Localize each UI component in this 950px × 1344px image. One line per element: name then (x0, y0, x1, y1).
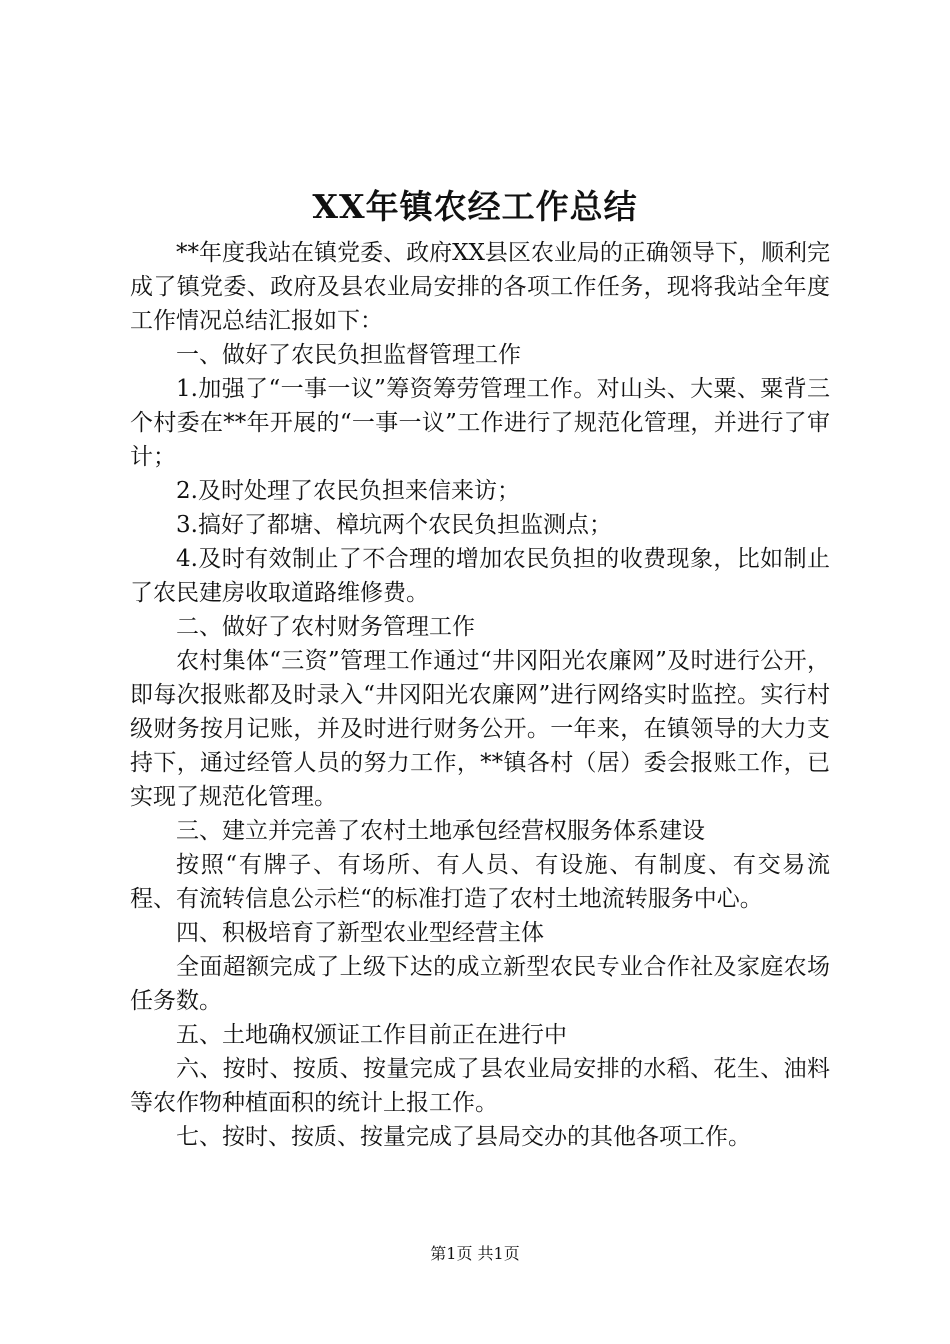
section-body-4: 全面超额完成了上级下达的成立新型农民专业合作社及家庭农场任务数。 (130, 954, 830, 1014)
section-heading-3: 三、建立并完善了农村土地承包经营权服务体系建设 (176, 818, 705, 844)
list-item-4: 4.及时有效制止了不合理的增加农民负担的收费现象，比如制止了农民建房收取道路维修费。 (130, 546, 830, 606)
document-title: XX年镇农经工作总结 (312, 187, 638, 226)
section-heading-2: 二、做好了农村财务管理工作 (176, 614, 475, 640)
section-heading-6: 六、按时、按质、按量完成了县农业局安排的水稻、花生、油料等农作物种植面积的统计上报工作。 (130, 1056, 830, 1116)
section-heading-4: 四、积极培育了新型农业型经营主体 (176, 920, 544, 946)
list-item-2: 2.及时处理了农民负担来信来访； (176, 478, 520, 504)
document-body (130, 236, 830, 1154)
section-heading-5: 五、土地确权颁证工作目前正在进行中 (176, 1022, 567, 1048)
list-item-1: 1.加强了“一事一议”筹资筹劳管理工作。对山头、大粟、粟背三个村委在**年开展的“一事一议”工作进行了规范化管理，并进行了审计； (130, 376, 830, 470)
section-body-2: 农村集体“三资”管理工作通过“井冈阳光农廉网”及时进行公开，即每次报账都及时录入“井冈阳光农廉网”进行网络实时监控。实行村级财务按月记账，并及时进行财务公开。一年来，在镇领导的大力支持下，通过经管人员的努力工作，**镇各村（居）委会报账工作，已实现了规范化管理。 (130, 648, 830, 810)
section-heading-1: 一、做好了农民负担监督管理工作 (176, 342, 521, 368)
section-body-3: 按照“有牌子、有场所、有人员、有设施、有制度、有交易流程、有流转信息公示栏“的标准打造了农村土地流转服务中心。 (130, 852, 830, 912)
page-number-footer: 第1页 共1页 (430, 1244, 520, 1263)
intro-paragraph: **年度我站在镇党委、政府XX县区农业局的正确领导下，顺利完成了镇党委、政府及县农业局安排的各项工作任务，现将我站全年度工作情况总结汇报如下： (130, 240, 830, 334)
list-item-3: 3.搞好了都塘、樟坑两个农民负担监测点； (176, 512, 612, 538)
section-heading-7: 七、按时、按质、按量完成了县局交办的其他各项工作。 (176, 1124, 751, 1150)
